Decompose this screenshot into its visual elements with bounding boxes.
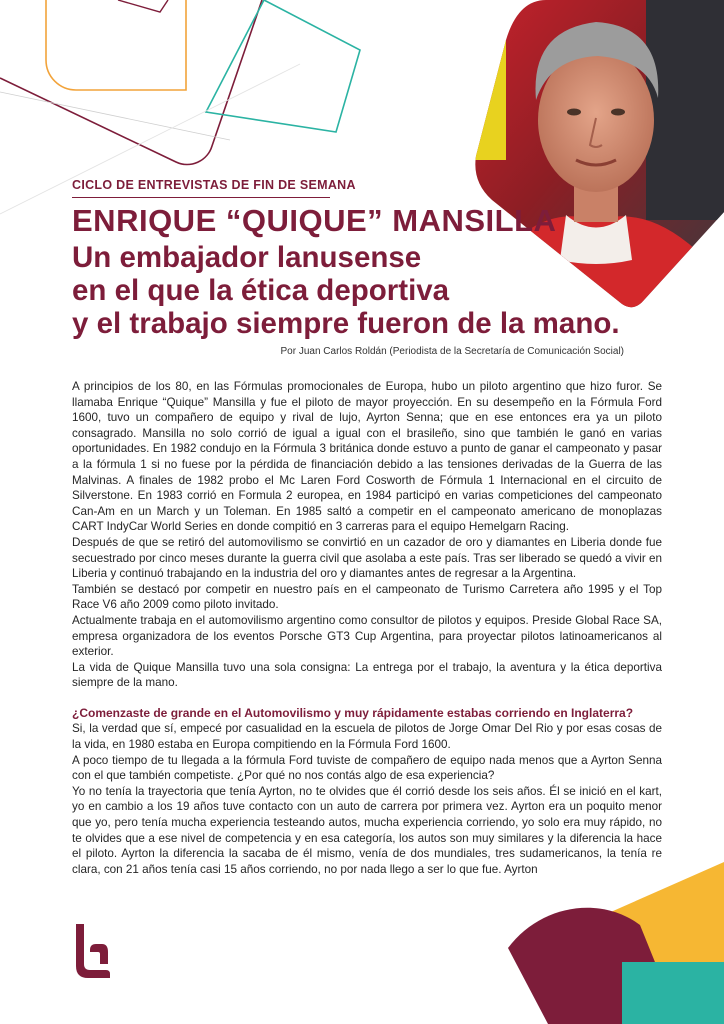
subtitle-line: Un embajador lanusense bbox=[72, 241, 422, 274]
body-paragraph: Actualmente trabaja en el automovilismo argentino como consultor de pilotos y equipos. Preside Global Race SA, empresa organizadora de los eventos Porsche GT3 Cup Argentina, para proyectar pilotos latinoamericanos al exterior. bbox=[72, 613, 662, 659]
article-title: ENRIQUE “QUIQUE” MANSILLA bbox=[72, 203, 557, 238]
kicker-divider bbox=[72, 197, 330, 198]
body-paragraph: La vida de Quique Mansilla tuvo una sola consigna: La entrega por el trabajo, la aventura y la ética deportiva siempre de la mano. bbox=[72, 660, 662, 690]
subtitle-line: en el que la ética deportiva bbox=[72, 274, 450, 307]
orange-outline-shape bbox=[46, 0, 186, 90]
body-paragraph: También se destacó por competir en nuestro país en el campeonato de Turismo Carretera año 1995 y el Top Race V6 año 2009 como piloto invitado. bbox=[72, 582, 662, 612]
interview-answer: Yo no tenía la trayectoria que tenía Ayrton, no te olvides que él corrió desde los seis años. Él se inició en el kart, yo en cambio a los 19 años tuve contacto con un auto de carrera por primera vez. Ayrton era un poquito menor que yo, pero tenía mucha experiencia testeando autos, mucha experiencia corriendo, yo solo era muy rápido, no te olvides que a ese nivel de competencia y en esa categoría, los autos son muy similares y la diferencia la hace el piloto. Ayrton la diferencia la sacaba de él mismo, venía de dos mundiales, tres sudamericanos, la tenía re clara, con 21 años tenía casi 15 años corriendo, no por nada llego a ser lo que fue. Ayrton bbox=[72, 784, 662, 876]
burgundy-curve-shape bbox=[0, 0, 262, 164]
interview-question: ¿Comenzaste de grande en el Automovilismo y muy rápidamente estabas corriendo en Inglaterra? bbox=[72, 705, 634, 720]
subtitle-line: y el trabajo siempre fueron de la mano. bbox=[72, 307, 620, 340]
teal-corner-shape bbox=[622, 962, 724, 1024]
interview-question: A poco tiempo de tu llegada a la fórmula Ford tuviste de compañero de equipo nada menos que a Ayrton Senna con el que también competiste. ¿Por qué no nos contás algo de esa experiencia? bbox=[72, 753, 662, 783]
interview-answer: Si, la verdad que sí, empecé por casualidad en la escuela de pilotos de Jorge Omar Del Rio y por esas cosas de la vida, en 1980 estaba en Europa compitiendo en la Fórmula Ford 1600. bbox=[72, 722, 662, 752]
body-paragraph: A principios de los 80, en las Fórmulas promocionales de Europa, hubo un piloto argentino que hizo furor. Se llamaba Enrique “Quique” Mansilla y fue el piloto de mayor proyección. En su desempeño en la Fórmula Ford 1600, tuvo un compañero de equipo y rival de lujo, Ayrton Senna; que en ese entonces era ya un piloto consagrado. Mansilla no solo corrió de igual a igual con el brasileño, sino que también le ganó en varias oportunidades. En 1982 condujo en la Fórmula 3 británica donde estuvo a punto de ganar el campeonato y pasar a la fórmula 1 si no fuese por la pérdida de financiación debido a las tensiones derivadas de la Guerra de las Malvinas. A finales de 1982 probo el Mc Laren Ford Cosworth de Fórmula 1 Internacional en el circuito de Silverstone. En 1983 corrió en Formula 2 europea, en 1984 participó en varias competiciones del campeonato Can-Am en un March y un Toleman. En 1985 saltó a competir en el campeonato americano de monoplazas CART IndyCar World Series en donde compitió en 3 carreras para el equipo Hemelgarn Racing. bbox=[72, 380, 662, 534]
article-subtitle bbox=[72, 241, 620, 340]
body-paragraph: Después de que se retiró del automovilismo se convirtió en un cazador de oro y diamantes en Liberia donde fue secuestrado por cinco meses durante la guerra civil que asolaba a este país. Tras ser liberado se quedó a vivir en Liberia y continuó trabajando en la industria del oro y diamantes antes de regresar a la Argentina. bbox=[72, 535, 662, 581]
burgundy-line-1 bbox=[118, 0, 168, 12]
lanus-logo-icon bbox=[72, 924, 110, 978]
article-body bbox=[72, 379, 662, 877]
section-kicker: CICLO DE ENTREVISTAS DE FIN DE SEMANA bbox=[72, 178, 356, 192]
teal-outline-shape bbox=[206, 0, 360, 132]
byline: Por Juan Carlos Roldán (Periodista de la Secretaría de Comunicación Social) bbox=[280, 346, 624, 357]
